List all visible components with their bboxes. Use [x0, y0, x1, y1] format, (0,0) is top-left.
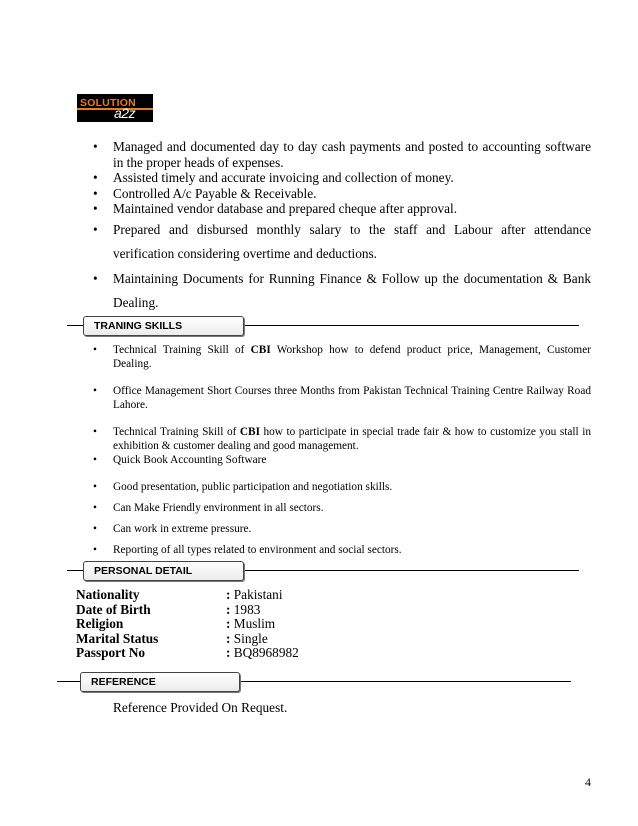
list-item: • Reporting of all types related to environment and social sectors. [93, 544, 402, 556]
bullet-icon: • [93, 170, 98, 185]
page-number: 4 [585, 775, 591, 789]
bullet-icon: • [93, 544, 97, 556]
bullet-icon: • [93, 344, 97, 356]
section-heading-personal: PERSONAL DETAIL [83, 561, 244, 581]
company-logo [77, 94, 153, 122]
list-item: • Technical Training Skill of CBI how to participate in special trade fair & how to customize you stall in exhibition & customer dealing and good management. [93, 426, 591, 452]
bullet-icon: • [93, 185, 98, 201]
bullet-icon: • [93, 481, 97, 493]
bullet-icon: • [93, 270, 98, 286]
list-item: • Maintaining Documents for Running Finance & Follow up the documentation & Bank Dealing. [91, 267, 591, 315]
bullet-icon: • [93, 523, 97, 535]
section-heading-training: TRANING SKILLS [83, 316, 244, 336]
bullet-icon: • [93, 426, 97, 438]
bullet-icon: • [93, 201, 98, 216]
list-item: • Prepared and disbursed monthly salary to the staff and Labour after attendance verification considering overtime and deductions. [91, 218, 591, 266]
list-item: • Controlled A/c Payable & Receivable. [93, 185, 317, 201]
bullet-icon: • [93, 139, 98, 154]
list-item: • Quick Book Accounting Software [93, 454, 267, 466]
list-item: • Managed and documented day to day cash payments and posted to accounting software in the proper heads of expenses. [93, 139, 591, 170]
list-item: • Assisted timely and accurate invoicing and collection of money. [93, 170, 454, 185]
list-item: • Technical Training Skill of CBI Workshop how to defend product price, Management, Customer Dealing. [93, 344, 591, 370]
list-item: • Can work in extreme pressure. [93, 523, 252, 535]
logo-text-solution: SOLUTION [80, 97, 136, 109]
bullet-icon: • [93, 454, 97, 466]
list-item: • Maintained vendor database and prepared cheque after approval. [93, 201, 458, 216]
duties-list [91, 139, 591, 315]
section-heading-reference: REFERENCE [80, 672, 240, 692]
bullet-icon: • [93, 385, 97, 397]
training-list [91, 343, 591, 557]
list-item: • Office Management Short Courses three Months from Pakistan Technical Training Centre Railway Road Lahore. [93, 385, 591, 411]
reference-text: Reference Provided On Request. [113, 700, 288, 715]
bullet-icon: • [93, 221, 98, 237]
list-item: • Can Make Friendly environment in all sectors. [93, 502, 324, 514]
list-item: • Good presentation, public participation and negotiation skills. [93, 481, 393, 493]
logo-text-a2z: a2z [114, 105, 136, 121]
bullet-icon: • [93, 502, 97, 514]
